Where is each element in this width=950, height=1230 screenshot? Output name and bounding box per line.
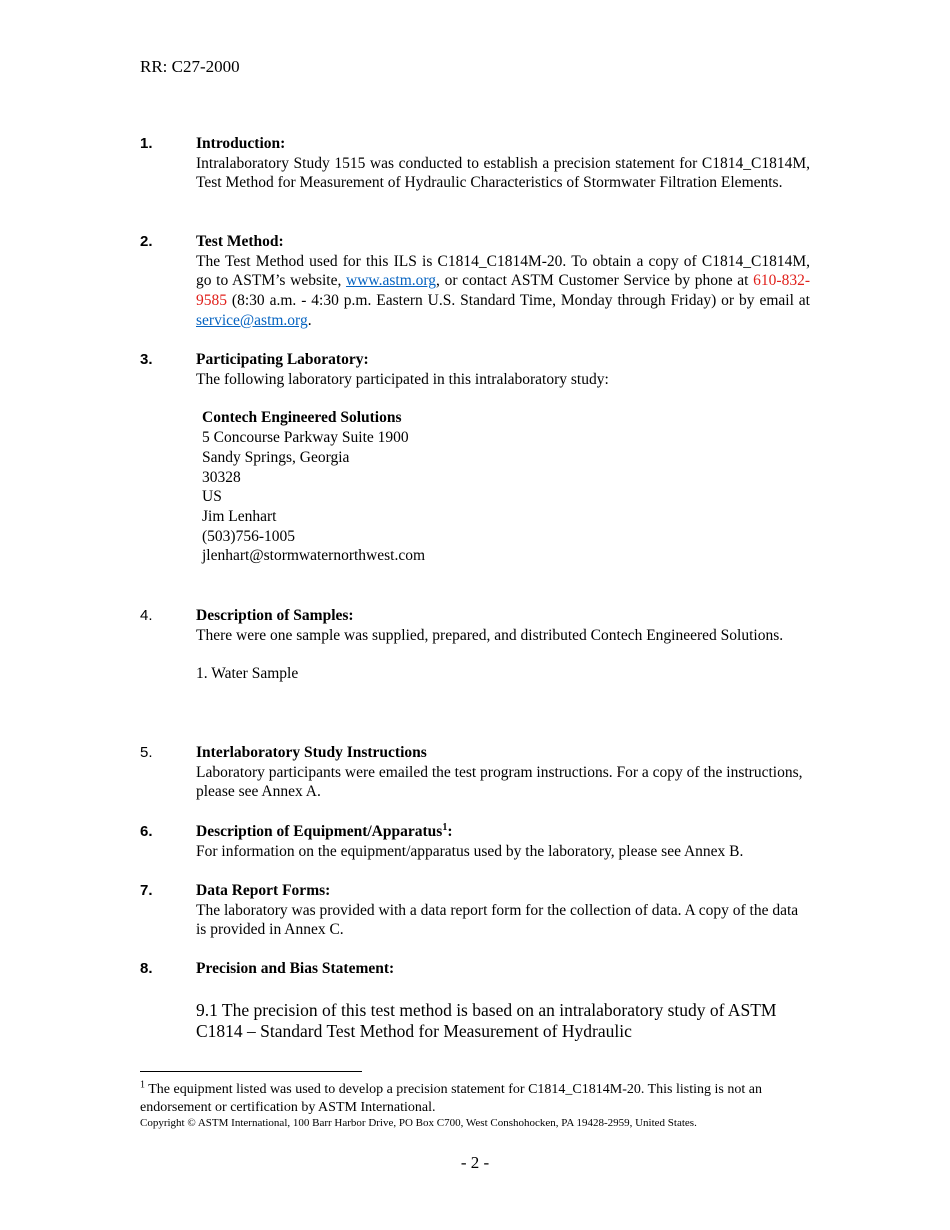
lab-contact: Jim Lenhart: [202, 507, 277, 525]
page-number: - 2 -: [460, 1153, 490, 1172]
customer-service-phone: 610-832-9585: [196, 272, 810, 310]
section-number: 8.: [140, 960, 153, 977]
title-colon: :: [447, 823, 453, 840]
section-introduction: [140, 134, 810, 193]
section-text: The laboratory was provided with a data report form for the collection of data. A copy of the data is provided in Annex C.: [196, 901, 799, 939]
section-text: The following laboratory participated in this intralaboratory study:: [196, 370, 609, 388]
service-email-link[interactable]: service@astm.org: [196, 311, 308, 329]
section-number: 3.: [140, 351, 153, 368]
section-number: 2.: [140, 233, 153, 250]
footnote-text: The equipment listed was used to develop a precision statement for C1814_C1814M-20. This listing is not an endorsement or certification by ASTM International.: [140, 1082, 762, 1115]
section-participating-laboratory: [140, 350, 810, 566]
footnote-reference: 1: [442, 821, 448, 833]
text-part: (8:30 a.m. - 4:30 p.m. Eastern U.S. Standard Time, Monday through Friday) or by email at: [227, 292, 810, 310]
lab-zip: 30328: [202, 468, 241, 486]
text-part: .: [307, 311, 312, 329]
laboratory-address-block: [202, 408, 810, 566]
section-ils-instructions: [140, 743, 810, 802]
lab-city: Sandy Springs, Georgia: [202, 448, 350, 466]
sample-list-item: 1. Water Sample: [196, 665, 299, 683]
section-title: Description of Samples:: [196, 607, 354, 624]
footnote-mark: 1: [140, 1079, 145, 1091]
section-number: 6.: [140, 823, 153, 840]
section-title: Test Method:: [196, 233, 284, 250]
section-number: 1.: [140, 135, 153, 152]
section-equipment: [140, 822, 810, 861]
lab-phone: (503)756-1005: [202, 527, 295, 545]
section-description-of-samples: [140, 606, 810, 684]
section-title: [196, 822, 810, 842]
title-text: Description of Equipment/Apparatus: [196, 823, 443, 840]
footnote-separator: [140, 1071, 362, 1072]
lab-name: Contech Engineered Solutions: [202, 409, 402, 427]
section-number: 4.: [140, 607, 153, 624]
section-data-report-forms: [140, 881, 810, 940]
section-text: Intralaboratory Study 1515 was conducted to establish a precision statement for C1814_C1814M, Test Method for Measurement of Hydraulic Characteristics of Stormwater Filtration Elements.: [196, 154, 810, 192]
text-part: The Test Method used for this ILS is C1814_C1814M-20. To obtain a copy of C1814_C1814M, go to ASTM’s website,: [196, 252, 810, 290]
section-text: [196, 252, 810, 331]
section-title: Interlaboratory Study Instructions: [196, 744, 427, 761]
section-test-method: [140, 232, 810, 331]
astm-website-link[interactable]: www.astm.org: [346, 272, 437, 290]
lab-address: 5 Concourse Parkway Suite 1900: [202, 429, 409, 447]
section-title: Participating Laboratory:: [196, 351, 369, 368]
section-title: Precision and Bias Statement:: [196, 960, 395, 977]
lab-country: US: [202, 488, 222, 506]
section-text: For information on the equipment/apparatus used by the laboratory, please see Annex B.: [196, 842, 744, 860]
precision-statement: [140, 1000, 810, 1042]
precision-text: 9.1 The precision of this test method is based on an intralaboratory study of ASTM C1814 – Standard Test Method for Measurement of Hydraulic: [196, 1000, 777, 1041]
text-part: , or contact ASTM Customer Service by phone at: [436, 272, 754, 290]
section-precision-bias: [140, 959, 810, 979]
section-number: 5.: [140, 744, 153, 761]
section-number: 7.: [140, 882, 153, 899]
section-text: Laboratory participants were emailed the test program instructions. For a copy of the instructions, please see Annex A.: [196, 763, 803, 801]
section-text: There were one sample was supplied, prepared, and distributed Contech Engineered Solutions.: [196, 626, 784, 644]
report-header: RR: C27-2000: [140, 57, 240, 76]
lab-email: jlenhart@stormwaternorthwest.com: [202, 547, 426, 565]
section-title: Data Report Forms:: [196, 882, 331, 899]
section-title: Introduction:: [196, 135, 286, 152]
copyright-notice: Copyright © ASTM International, 100 Barr Harbor Drive, PO Box C700, West Conshohocken, PA 19428-2959, United States.: [140, 1117, 697, 1129]
footnote: [140, 1081, 800, 1117]
